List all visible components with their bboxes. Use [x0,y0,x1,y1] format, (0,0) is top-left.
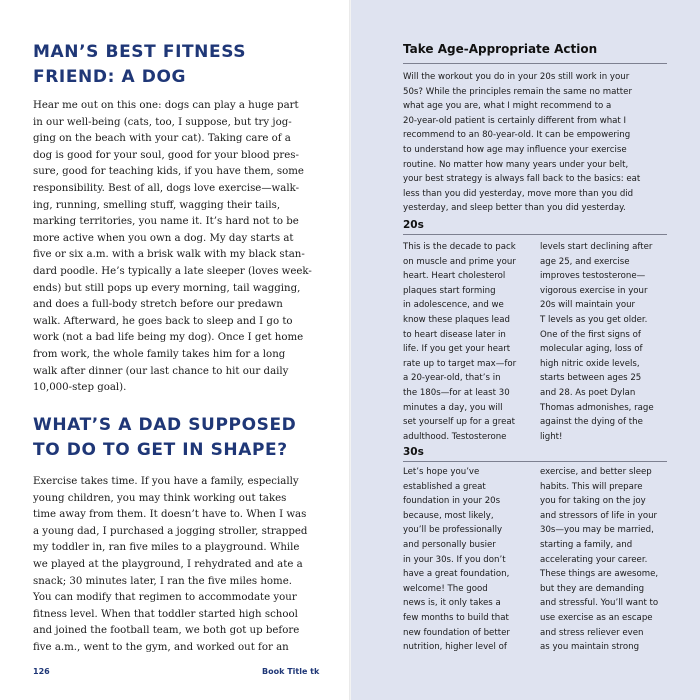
text-line: heart. Heart cholesterol [403,271,506,282]
text-line: time away from them. It doesn’t have to. When I was [33,509,307,521]
text-line: as you maintain strong [540,642,640,653]
text-line: These things are awesome, [540,569,659,580]
text-line: know these plaques lead [403,314,510,325]
text-line: marking territories, you name it. It’s hard not to be [33,216,299,228]
text-line: habits. This will prepare [540,481,643,492]
rule-30s [403,461,667,462]
text-line: routine. No matter how many years under your belt, [403,159,629,170]
text-line: and stressful. You’ll want to [540,598,659,609]
text-line: and stressors of life in your [540,510,658,521]
text-line: walk. Afterward, he goes back to sleep and I go to [33,315,293,327]
text-line: starts between ages 25 [540,373,642,384]
title-rule [403,63,667,64]
text-line: rate up to target max—for [403,358,517,369]
text-line: the 180s—for at least 30 [403,387,510,398]
text-line: This is the decade to pack [403,242,516,252]
text-line: new foundation of better [403,627,510,638]
text-line: in your 30s. If you don’t [403,554,506,565]
text-line: 20-year-old patient is certainly different from what I [403,115,627,126]
running-foot: Book Title tk [262,667,320,676]
text-line: snack; 30 minutes later, I ran the five miles home. [33,575,292,587]
text-line: welcome! The good [403,583,488,594]
text-line: 50s? While the principles remain the same no matter [403,86,632,97]
text-line: and 28. As poet Dylan [540,387,636,398]
section-heading-dog [33,40,333,90]
text-line: Exercise takes time. If you have a family, especially [33,476,299,487]
text-line: 30s—you may be married, [540,525,654,536]
sidebar-intro [403,70,667,216]
text-line: FRIEND: A DOG [33,67,187,87]
text-line: walk after dinner (our last chance to hit our daily [33,365,289,377]
text-line: but they are demanding [540,583,645,594]
text-line: ing, running, smelling stuff, wagging their tails, [33,199,281,211]
page-number: 126 [33,667,50,676]
column-30s-right [540,465,667,655]
text-line: nutrition, higher level of [403,642,507,653]
text-line: light! [540,431,563,442]
text-line: use exercise as an escape [540,612,653,623]
text-line: You can modify that regimen to accommodate your [33,592,297,604]
paragraph-dad [33,474,329,657]
text-line: Hear me out on this one: dogs can play a huge part [33,100,299,111]
text-line: few months to build that [403,612,509,623]
text-line: to understand how age may influence your exercise [403,144,627,155]
text-line: high nitric oxide levels, [540,358,640,369]
text-line: your best strategy is always fall back to the basics: eat [403,174,641,185]
text-line: levels start declining after [540,242,653,252]
text-line: MAN’S BEST FITNESS [33,42,247,62]
subheading-30s: 30s [403,446,424,458]
column-20s-left [403,240,527,444]
text-line: set yourself up for a great [403,417,515,428]
text-line: you for taking on the joy [540,496,646,507]
text-line: ends) but still pops up every morning, tail wagging, [33,282,301,294]
text-line: dard poodle. He’s typically a late sleeper (loves week- [33,265,312,277]
text-line: T levels as you get older. [540,314,648,325]
text-line: in our well-being (cats, too, I suppose, but try jog- [33,116,292,128]
text-line: have a great foundation, [403,569,510,580]
text-line: to heart disease later in [403,329,506,340]
text-line: what age you are, what I might recommend to a [403,101,612,112]
text-line: and does a full-body stretch before our predawn [33,299,283,311]
text-line: molecular aging, loss of [540,344,643,355]
text-line: responsibility. Best of all, dogs love exercise—walk- [33,182,300,194]
text-line: five a.m., went to the gym, and worked out for an [33,641,289,653]
text-line: 20s will maintain your [540,300,636,311]
text-line: you’ll be professionally [403,525,503,536]
text-line: dog is good for your soul, good for your blood pres- [33,149,299,161]
subheading-20s: 20s [403,219,424,231]
text-line: accelerating your career. [540,554,648,565]
text-line: news is, it only takes a [403,598,501,609]
text-line: foundation in your 20s [403,496,501,507]
text-line: from work, the whole family takes him for a long [33,348,286,360]
text-line: age 25, and exercise [540,256,630,267]
column-20s-right [540,240,667,444]
text-line: Will the workout you do in your 20s still work in your [403,72,630,82]
text-line: fitness level. When that toddler started high school [33,608,298,620]
text-line: minutes a day, you will [403,402,503,413]
text-line: my toddler in, ran five miles to a playground. While [33,542,300,554]
page-gutter [349,0,351,700]
text-line: starting a family, and [540,539,633,550]
text-line: a young dad, I purchased a jogging stroller, strapped [33,525,308,537]
text-line: established a great [403,481,486,492]
text-line: a 20-year-old, that’s in [403,373,501,384]
text-line: against the dying of the [540,417,643,428]
text-line: work (not a bad life being my dog). Once I get home [33,332,304,344]
text-line: WHAT’S A DAD SUPPOSED [33,415,297,435]
text-line: less than you did yesterday, move more than you did [403,188,634,199]
text-line: ging on the beach with your cat). Taking care of a [33,133,291,145]
text-line: we played at the playground, I rehydrated and ate a [33,558,303,570]
rule-20s [403,234,667,235]
text-line: sure, good for teaching kids, if you have them, some [33,166,304,178]
text-line: in adolescence, and we [403,300,504,311]
text-line: Thomas admonishes, rage [540,402,654,413]
text-line: young children, you may think working out takes [33,492,287,504]
text-line: Let’s hope you’ve [403,467,480,477]
text-line: improves testosterone— [540,271,646,282]
column-30s-left [403,465,527,655]
text-line: more active when you own a dog. My day starts at [33,232,294,244]
text-line: life. If you get your heart [403,344,511,355]
text-line: exercise, and better sleep [540,467,652,477]
paragraph-dog [33,98,329,397]
text-line: adulthood. Testosterone [403,431,507,442]
text-line: recommend to an 80-year-old. It can be empowering [403,130,631,141]
text-line: 10,000-step goal). [33,382,127,394]
section-heading-dad [33,413,333,463]
text-line: One of the first signs of [540,329,641,340]
text-line: and joined the football team, we both got up before [33,625,300,637]
text-line: because, most likely, [403,510,494,521]
text-line: and personally busier [403,539,496,550]
text-line: plaques start forming [403,285,496,296]
text-line: on muscle and prime your [403,256,516,267]
text-line: five or six a.m. with a brisk walk with my black stan- [33,249,305,261]
text-line: TO DO TO GET IN SHAPE? [33,440,288,460]
sidebar-title: Take Age-Appropriate Action [403,42,598,56]
text-line: and stress reliever even [540,627,644,638]
text-line: yesterday, and sleep better than you did yesterday. [403,203,626,214]
text-line: vigorous exercise in your [540,285,648,296]
